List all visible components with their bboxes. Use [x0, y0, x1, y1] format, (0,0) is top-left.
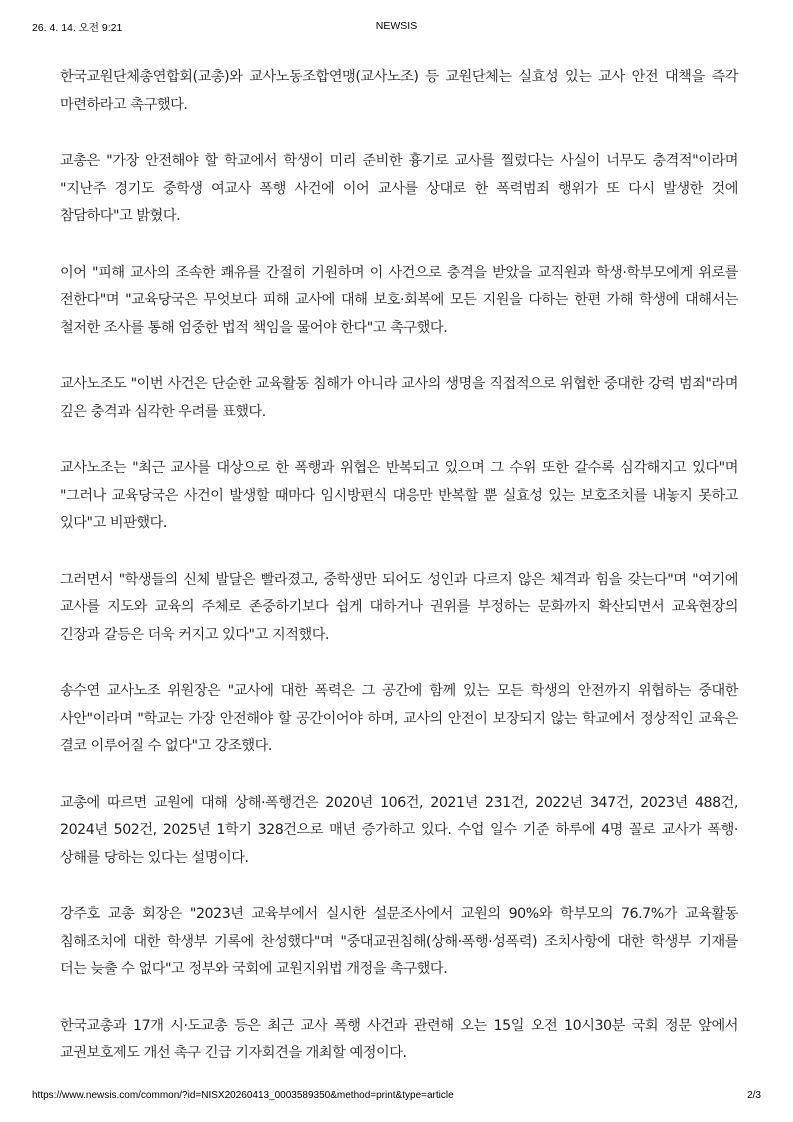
article-body [60, 64, 738, 1097]
article-paragraph: 그러면서 "학생들의 신체 발달은 빨라졌고, 중학생만 되어도 성인과 다르지 않은 체격과 힘을 갖는다"며 "여기에 교사를 지도와 교육의 주체로 존중하기보다 쉽게 대하거나 권위를 부정하는 문화까지 확산되면서 교육현장의 긴장과 갈등은 더욱 커지고 있다"고 지적했다. [60, 571, 738, 643]
article-paragraph: 한국교총과 17개 시·도교총 등은 최근 교사 폭행 사건과 관련해 오는 15일 오전 10시30분 국회 정문 앞에서 교권보호제도 개선 촉구 긴급 기자회견을 개최할 예정이다. [60, 1017, 738, 1061]
page-number: 2/3 [747, 1090, 761, 1101]
print-header [32, 20, 761, 34]
print-footer [32, 1090, 761, 1104]
article-paragraph: 교사노조도 "이번 사건은 단순한 교육활동 침해가 아니라 교사의 생명을 직접적으로 위협한 중대한 강력 범죄"라며 깊은 충격과 심각한 우려를 표했다. [60, 376, 738, 420]
site-name: NEWSIS [375, 20, 418, 32]
article-paragraph: 교사노조는 "최근 교사를 대상으로 한 폭행과 위협은 반복되고 있으며 그 수위 또한 갈수록 심각해지고 있다"며 "그러나 교육당국은 사건이 발생할 때마다 임시방편식 대응만 반복할 뿐 실효성 있는 보호조치를 내놓지 못하고 있다"고 비판했다. [60, 460, 738, 531]
article-paragraph: 한국교원단체총연합회(교총)와 교사노동조합연맹(교사노조) 등 교원단체는 실효성 있는 교사 안전 대책을 즉각 마련하라고 촉구했다. [60, 69, 738, 113]
article-url: https://www.newsis.com/common/?id=NISX20260413_0003589350&method=print&type=article [32, 1090, 454, 1101]
article-paragraph: 교총은 "가장 안전해야 할 학교에서 학생이 미리 준비한 흉기로 교사를 찔렀다는 사실이 너무도 충격적"이라며 "지난주 경기도 중학생 여교사 폭행 사건에 이어 교사를 상대로 한 폭력범죄 행위가 또 다시 발생한 것에 참담하다"고 밝혔다. [60, 153, 738, 224]
article-paragraph: 강주호 교총 회장은 "2023년 교육부에서 실시한 설문조사에서 교원의 90%와 학부모의 76.7%가 교육활동 침해조치에 대한 학생부 기록에 찬성했다"며 "중대교권침해(상해·폭행·성폭력) 조치사항에 대한 학생부 기재를 더는 늦출 수 없다"고 정부와 국회에 교원지위법 개정을 촉구했다. [60, 906, 738, 977]
print-date: 26. 4. 14. 오전 9:21 [32, 22, 123, 34]
article-paragraph: 송수연 교사노조 위원장은 "교사에 대한 폭력은 그 공간에 함께 있는 모든 학생의 안전까지 위협하는 중대한 사안"이라며 "학교는 가장 안전해야 할 공간이어야 하며, 교사의 안전이 보장되지 않는 학교에서 정상적인 교육은 결코 이루어질 수 없다"고 강조했다. [60, 683, 738, 754]
article-paragraph: 이어 "피해 교사의 조속한 쾌유를 간절히 기원하며 이 사건으로 충격을 받았을 교직원과 학생·학부모에게 위로를 전한다"며 "교육당국은 무엇보다 피해 교사에 대해 보호·회복에 모든 지원을 다하는 한편 가해 학생에 대해서는 철저한 조사를 통해 엄중한 법적 책임을 물어야 한다"고 촉구했다. [60, 264, 738, 336]
article-paragraph: 교총에 따르면 교원에 대해 상해·폭행건은 2020년 106건, 2021년 231건, 2022년 347건, 2023년 488건, 2024년 502건, 2025년 1학기 328건으로 매년 증가하고 있다. 수업 일수 기준 하루에 4명 꼴로 교사가 폭행·상해를 당하는 있다는 설명이다. [60, 794, 738, 866]
